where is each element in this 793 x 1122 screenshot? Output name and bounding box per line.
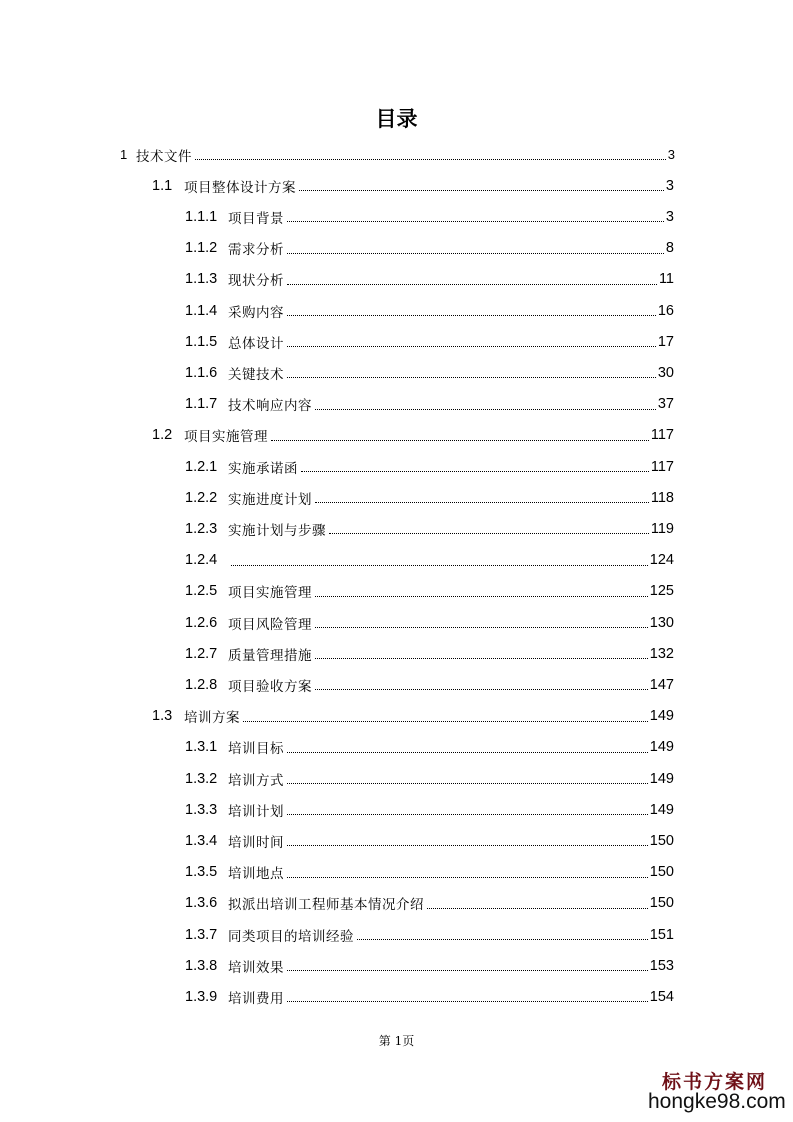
toc-entry-number: 1.3.5 <box>185 864 218 881</box>
toc-entry-title: 现状分析 <box>228 273 284 290</box>
toc-dot-leader <box>287 284 657 285</box>
toc-entry-title: 质量管理措施 <box>228 647 312 664</box>
toc-entry[interactable] <box>185 888 674 919</box>
toc-entry-title: 实施承诺函 <box>228 460 298 477</box>
toc-entry-title: 培训费用 <box>228 990 284 1007</box>
toc-entry[interactable] <box>185 732 674 763</box>
toc-dot-leader <box>195 159 666 160</box>
toc-entry-page: 147 <box>649 676 674 693</box>
toc-entry-title: 项目验收方案 <box>228 678 312 695</box>
toc-entry-page: 119 <box>650 520 674 537</box>
toc-entry-number: 1.1.1 <box>185 208 218 225</box>
toc-dot-leader <box>287 752 648 753</box>
toc-entry-title: 需求分析 <box>228 242 284 259</box>
toc-dot-leader <box>287 377 656 378</box>
toc-dot-leader <box>301 471 649 472</box>
toc-entry-number: 1.3 <box>152 708 173 725</box>
toc-entry-title: 技术响应内容 <box>228 398 312 415</box>
toc-entry-page: 151 <box>649 926 674 943</box>
toc-entry-page: 3 <box>667 147 675 162</box>
toc-entry[interactable] <box>120 139 675 170</box>
toc-entry-title: 培训目标 <box>228 741 284 758</box>
toc-dot-leader <box>329 533 649 534</box>
toc-entry-page: 150 <box>649 864 674 881</box>
toc-entry-number: 1.3.8 <box>185 957 218 974</box>
toc-entry[interactable] <box>185 607 674 638</box>
toc-entry-title: 项目风险管理 <box>228 616 312 633</box>
toc-entry-number: 1.1.2 <box>185 240 218 257</box>
toc-entry-title: 培训方式 <box>228 772 284 789</box>
toc-dot-leader <box>357 939 648 940</box>
toc-dot-leader <box>315 658 648 659</box>
toc-dot-leader <box>287 346 656 347</box>
toc-dot-leader <box>243 721 648 722</box>
toc-entry[interactable] <box>152 170 674 201</box>
watermark-name: 标书方案网 <box>662 1071 768 1093</box>
toc-entry-number: 1.1 <box>152 177 173 194</box>
toc-entry-number: 1.2.4 <box>185 552 218 569</box>
toc-entry-title: 培训计划 <box>228 803 284 820</box>
toc-entry-title: 技术文件 <box>136 148 192 165</box>
toc-entry-title: 项目整体设计方案 <box>184 179 296 196</box>
toc-dot-leader <box>287 970 648 971</box>
toc-entry-page: 30 <box>657 364 674 381</box>
toc-entry[interactable] <box>185 638 674 669</box>
toc-entry-page: 16 <box>657 302 674 319</box>
toc-dot-leader <box>287 315 656 316</box>
toc-entry-page: 130 <box>649 614 674 631</box>
toc-entry-page: 17 <box>657 333 674 350</box>
toc-entry-page: 117 <box>650 458 674 475</box>
toc-entry-number: 1.3.1 <box>185 739 218 756</box>
toc-entry[interactable] <box>185 545 674 576</box>
toc-entry-number: 1.1.3 <box>185 271 218 288</box>
toc-entry-page: 125 <box>649 583 674 600</box>
toc-entry-page: 11 <box>658 271 674 288</box>
toc-entry-title: 培训效果 <box>228 959 284 976</box>
toc-entry[interactable] <box>185 389 674 420</box>
toc-entry-number: 1.2.3 <box>185 520 218 537</box>
toc-entry-title: 培训方案 <box>184 710 240 727</box>
toc-entry-number: 1.3.4 <box>185 832 218 849</box>
toc-dot-leader <box>315 627 648 628</box>
toc-entry-number: 1.3.2 <box>185 770 218 787</box>
toc-entry[interactable] <box>185 451 674 482</box>
toc-entry[interactable] <box>185 264 674 295</box>
toc-entry-page: 150 <box>649 832 674 849</box>
toc-entry-number: 1 <box>120 147 128 162</box>
toc-entry-page: 149 <box>649 739 674 756</box>
toc-entry-title: 总体设计 <box>228 335 284 352</box>
toc-entry-page: 37 <box>657 396 674 413</box>
toc-entry[interactable] <box>185 201 674 232</box>
toc-entry[interactable] <box>185 981 674 1012</box>
toc-entry[interactable] <box>185 295 674 326</box>
toc-entry-page: 117 <box>650 427 674 444</box>
toc-entry-page: 150 <box>649 895 674 912</box>
toc-entry-title: 拟派出培训工程师基本情况介绍 <box>228 897 424 914</box>
toc-dot-leader <box>427 908 648 909</box>
toc-entry-number: 1.2.6 <box>185 614 218 631</box>
toc-entry[interactable] <box>185 857 674 888</box>
toc-dot-leader <box>287 253 664 254</box>
toc-dot-leader <box>315 502 649 503</box>
toc-entry-number: 1.3.3 <box>185 801 218 818</box>
toc-entry-number: 1.1.6 <box>185 364 218 381</box>
toc-dot-leader <box>315 409 656 410</box>
toc-entry-page: 124 <box>649 552 674 569</box>
toc-entry[interactable] <box>185 233 674 264</box>
toc-entry[interactable] <box>152 701 674 732</box>
toc-dot-leader <box>315 689 648 690</box>
toc-dot-leader <box>231 565 648 566</box>
toc-entry-page: 132 <box>649 645 674 662</box>
toc-entry-page: 149 <box>649 770 674 787</box>
toc-entry-number: 1.3.9 <box>185 988 218 1005</box>
toc-entry[interactable] <box>185 513 674 544</box>
toc-entry-title: 项目实施管理 <box>228 585 312 602</box>
toc-entry-page: 118 <box>650 489 674 506</box>
toc-dot-leader <box>287 845 648 846</box>
toc-entry-title: 实施进度计划 <box>228 491 312 508</box>
toc-entry[interactable] <box>152 420 674 451</box>
toc-entry-page: 149 <box>649 708 674 725</box>
toc-entry-title: 项目背景 <box>228 210 284 227</box>
toc-entry-number: 1.2.5 <box>185 583 218 600</box>
page-title: 目录 <box>375 107 418 131</box>
toc-entry[interactable] <box>185 326 674 357</box>
toc-entry[interactable] <box>185 825 674 856</box>
toc-entry-page: 3 <box>665 177 674 194</box>
toc-entry-title: 关键技术 <box>228 366 284 383</box>
toc-dot-leader <box>271 440 649 441</box>
toc-entry-number: 1.2 <box>152 427 173 444</box>
toc-entry[interactable] <box>185 576 674 607</box>
toc-entry-page: 8 <box>665 240 674 257</box>
toc-entry-title: 培训时间 <box>228 834 284 851</box>
toc-entry-number: 1.3.6 <box>185 895 218 912</box>
toc-dot-leader <box>287 221 664 222</box>
toc-entry-number: 1.1.5 <box>185 333 218 350</box>
toc-entry[interactable] <box>185 950 674 981</box>
toc-entry-page: 149 <box>649 801 674 818</box>
toc-dot-leader <box>287 783 648 784</box>
toc-dot-leader <box>315 596 648 597</box>
toc-entry-number: 1.2.2 <box>185 489 218 506</box>
toc-entry-title: 采购内容 <box>228 304 284 321</box>
toc-entry-number: 1.2.8 <box>185 676 218 693</box>
toc-dot-leader <box>287 1001 648 1002</box>
toc-entry-number: 1.2.1 <box>185 458 218 475</box>
toc-dot-leader <box>299 190 664 191</box>
toc-entry[interactable] <box>185 763 674 794</box>
toc-entry-page: 3 <box>665 208 674 225</box>
toc-entry-title: 项目实施管理 <box>184 429 268 446</box>
toc-entry[interactable] <box>185 794 674 825</box>
watermark-url: hongke98.com <box>648 1090 786 1113</box>
page-footer: 第 1页 <box>378 1034 415 1048</box>
toc-entry[interactable] <box>185 357 674 388</box>
toc-entry-title: 实施计划与步骤 <box>228 522 326 539</box>
toc-entry-page: 153 <box>649 957 674 974</box>
toc-dot-leader <box>287 877 648 878</box>
toc-entry-page: 154 <box>649 988 674 1005</box>
toc-dot-leader <box>287 814 648 815</box>
toc-entry-title: 同类项目的培训经验 <box>228 928 354 945</box>
toc-entry[interactable] <box>185 482 674 513</box>
toc-entry-title: 培训地点 <box>228 866 284 883</box>
toc-entry[interactable] <box>185 919 674 950</box>
toc-entry-number: 1.1.4 <box>185 302 218 319</box>
toc-entry-number: 1.2.7 <box>185 645 218 662</box>
toc-entry[interactable] <box>185 669 674 700</box>
toc-entry-number: 1.3.7 <box>185 926 218 943</box>
toc-entry-number: 1.1.7 <box>185 396 218 413</box>
